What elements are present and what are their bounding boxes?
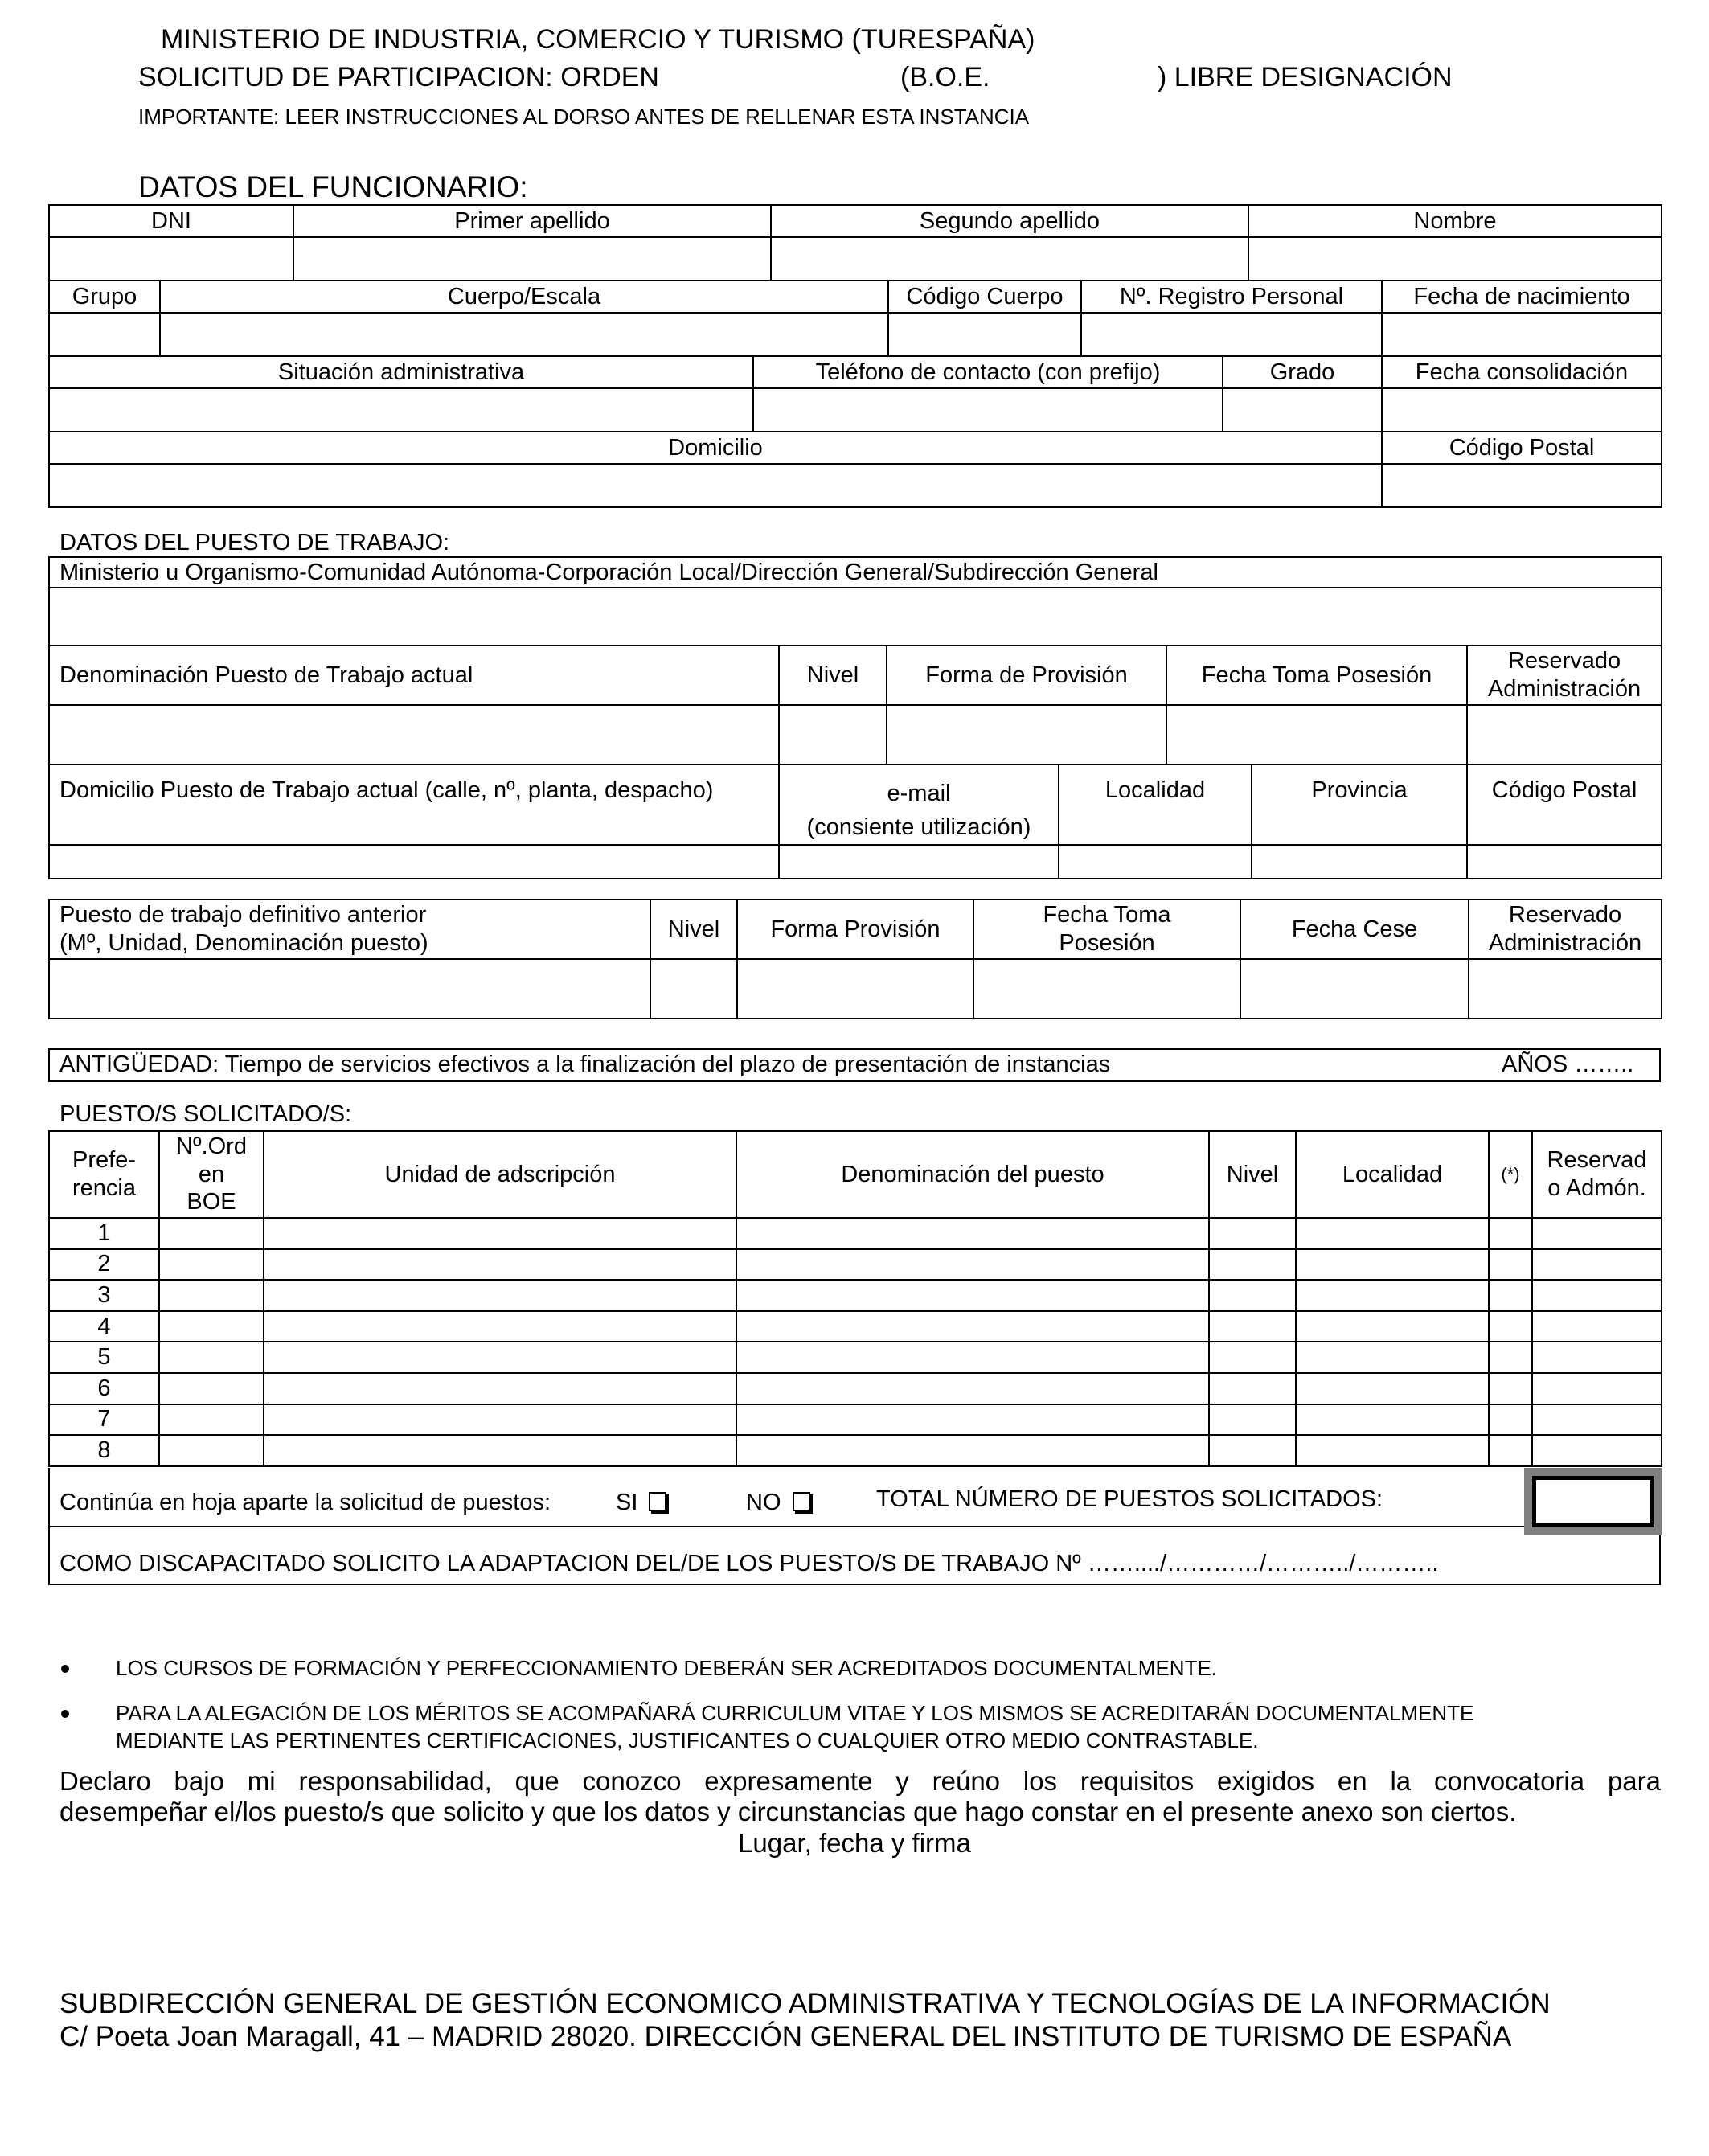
asterisk-cell[interactable] xyxy=(1489,1311,1532,1342)
unidad-cell[interactable] xyxy=(264,1280,736,1311)
anterior-fecha-toma-label-2: Posesión xyxy=(1059,930,1155,956)
localidad-cell[interactable] xyxy=(1296,1218,1489,1249)
declaro-line-1: Declaro bajo mi responsabilidad, que conozco expresamente y reúno los requisitos exigidos en la convocatoria para xyxy=(59,1766,1661,1796)
denominacion-field[interactable] xyxy=(49,705,779,764)
nivel-cell[interactable] xyxy=(1209,1249,1296,1281)
nivel-header: Nivel xyxy=(779,646,887,705)
ministerio-field[interactable] xyxy=(49,588,1662,646)
bullet-icon xyxy=(61,1710,69,1718)
unidad-cell[interactable] xyxy=(264,1249,736,1281)
funcionario-table-2 xyxy=(48,280,1662,357)
codigo-postal-header: Código Postal xyxy=(1382,432,1662,464)
norden-cell[interactable] xyxy=(159,1435,264,1466)
reservado-cell xyxy=(1532,1342,1662,1373)
reservado-label-1: Reservado xyxy=(1507,648,1621,674)
unidad-cell[interactable] xyxy=(264,1342,736,1373)
nivel-cell[interactable] xyxy=(1209,1280,1296,1311)
reservado-cell xyxy=(1532,1280,1662,1311)
localidad-cell[interactable] xyxy=(1296,1249,1489,1281)
denominacion-cell[interactable] xyxy=(736,1311,1209,1342)
nivel-cell[interactable] xyxy=(1209,1342,1296,1373)
localidad-cell[interactable] xyxy=(1296,1404,1489,1436)
email-label-1: e-mail xyxy=(887,781,951,806)
si-checkbox[interactable] xyxy=(649,1492,666,1511)
total-label: TOTAL NÚMERO DE PUESTOS SOLICITADOS: xyxy=(876,1486,1383,1512)
solicitado-row xyxy=(49,1249,1662,1281)
nivel-cell[interactable] xyxy=(1209,1435,1296,1466)
preferencia-label-2: rencia xyxy=(72,1175,136,1201)
denominacion-cell[interactable] xyxy=(736,1218,1209,1249)
preferencia-number: 7 xyxy=(49,1404,159,1436)
anterior-table xyxy=(48,899,1662,1019)
codigo-cuerpo-field[interactable] xyxy=(888,313,1081,356)
denominacion-cell[interactable] xyxy=(736,1249,1209,1281)
solicitud-label: SOLICITUD DE PARTICIPACION: ORDEN xyxy=(138,62,659,92)
datos-funcionario-title: DATOS DEL FUNCIONARIO: xyxy=(138,170,528,203)
denominacion-cell[interactable] xyxy=(736,1342,1209,1373)
norden-label-1: Nº.Ord xyxy=(176,1133,247,1159)
continua-text: Continúa en hoja aparte la solicitud de puestos: xyxy=(59,1490,551,1515)
forma-provision-field[interactable] xyxy=(887,705,1166,764)
localidad-cell[interactable] xyxy=(1296,1280,1489,1311)
reservad-header xyxy=(1532,1131,1662,1218)
reservado-cell xyxy=(1532,1404,1662,1436)
solicitado-row xyxy=(49,1435,1662,1466)
nivel-cell[interactable] xyxy=(1209,1404,1296,1436)
anterior-puesto-header xyxy=(49,900,650,959)
puesto-table-3 xyxy=(48,764,1662,879)
denominacion-cell[interactable] xyxy=(736,1435,1209,1466)
reservado-cell xyxy=(1532,1373,1662,1404)
reservado-cell xyxy=(1532,1311,1662,1342)
reservado-label-2: Administración xyxy=(1487,676,1641,702)
provincia-header: Provincia xyxy=(1252,764,1467,845)
funcionario-table xyxy=(48,204,1662,281)
anterior-fecha-toma-field[interactable] xyxy=(973,959,1240,1019)
norden-cell[interactable] xyxy=(159,1218,264,1249)
norden-cell[interactable] xyxy=(159,1280,264,1311)
email-field[interactable] xyxy=(779,845,1059,879)
unidad-cell[interactable] xyxy=(264,1311,736,1342)
cuerpo-escala-header: Cuerpo/Escala xyxy=(160,281,888,313)
funcionario-table-4 xyxy=(48,431,1662,508)
no-checkbox[interactable] xyxy=(793,1492,810,1511)
anterior-reservado-label-1: Reservado xyxy=(1508,902,1622,928)
domicilio-field[interactable] xyxy=(49,464,1382,507)
anterior-puesto-field[interactable] xyxy=(49,959,650,1019)
primer-apellido-field[interactable] xyxy=(293,237,771,281)
funcionario-table-3 xyxy=(48,355,1662,432)
norden-cell[interactable] xyxy=(159,1249,264,1281)
antiguedad-anos[interactable]: AÑOS …….. xyxy=(1502,1051,1634,1077)
antiguedad-text: ANTIGÜEDAD: Tiempo de servicios efectivos a la finalización del plazo de presentación de instancias xyxy=(59,1051,1111,1077)
puestos-solicitados-title: PUESTO/S SOLICITADO/S: xyxy=(59,1101,352,1127)
puesto-table xyxy=(48,556,1662,646)
grado-field[interactable] xyxy=(1223,388,1382,432)
unidad-cell[interactable] xyxy=(264,1218,736,1249)
no-label: NO xyxy=(746,1490,781,1515)
preferencia-label-1: Prefe- xyxy=(72,1147,136,1174)
localidad-cell[interactable] xyxy=(1296,1342,1489,1373)
grado-header: Grado xyxy=(1223,356,1382,388)
reservad-label-2: o Admón. xyxy=(1547,1175,1646,1201)
asterisk-cell[interactable] xyxy=(1489,1218,1532,1249)
segundo-apellido-header: Segundo apellido xyxy=(771,205,1248,237)
nivel-cell[interactable] xyxy=(1209,1311,1296,1342)
asterisk-cell[interactable] xyxy=(1489,1280,1532,1311)
situacion-field[interactable] xyxy=(49,388,753,432)
norden-cell[interactable] xyxy=(159,1404,264,1436)
nivel-cell[interactable] xyxy=(1209,1373,1296,1404)
reservado-cell xyxy=(1532,1435,1662,1466)
anterior-fecha-cese-header: Fecha Cese xyxy=(1240,900,1469,959)
localidad-cell[interactable] xyxy=(1296,1435,1489,1466)
grupo-header: Grupo xyxy=(49,281,160,313)
provincia-field[interactable] xyxy=(1252,845,1467,879)
codigo-cuerpo-header: Código Cuerpo xyxy=(888,281,1081,313)
solicitados-table xyxy=(48,1130,1662,1467)
total-number-field[interactable] xyxy=(1532,1476,1654,1527)
preferencia-number: 1 xyxy=(49,1218,159,1249)
no-option[interactable] xyxy=(746,1491,810,1515)
solicitado-row xyxy=(49,1218,1662,1249)
norden-label-2: en xyxy=(198,1161,225,1187)
domicilio-puesto-header: Domicilio Puesto de Trabajo actual (calle, nº, planta, despacho) xyxy=(49,764,779,845)
anterior-reservado-label-2: Administración xyxy=(1488,930,1642,956)
si-option[interactable] xyxy=(616,1491,666,1515)
unidad-cell[interactable] xyxy=(264,1404,736,1436)
dni-field[interactable] xyxy=(49,237,293,281)
forma-provision-header: Forma de Provisión xyxy=(887,646,1166,705)
solicitado-row xyxy=(49,1280,1662,1311)
si-label: SI xyxy=(616,1490,638,1515)
norden-cell[interactable] xyxy=(159,1311,264,1342)
codigo-postal-puesto-header: Código Postal xyxy=(1467,764,1662,845)
reservado-cell xyxy=(1532,1249,1662,1281)
discapacitado-text: COMO DISCAPACITADO SOLICITO LA ADAPTACION DEL/DE LOS PUESTO/S DE TRABAJO Nº ……..../…………/………../……….. xyxy=(59,1551,1439,1576)
cursos-note: LOS CURSOS DE FORMACIÓN Y PERFECCIONAMIENTO DEBERÁN SER ACREDITADOS DOCUMENTALMENTE. xyxy=(116,1656,1218,1680)
localidad-header: Localidad xyxy=(1059,764,1252,845)
domicilio-header: Domicilio xyxy=(49,432,1382,464)
libre-designacion-label: ) LIBRE DESIGNACIÓN xyxy=(1158,62,1453,92)
fecha-consolidacion-field[interactable] xyxy=(1382,388,1662,432)
primer-apellido-header: Primer apellido xyxy=(293,205,771,237)
localidad-cell[interactable] xyxy=(1296,1373,1489,1404)
registro-personal-field[interactable] xyxy=(1081,313,1382,356)
anterior-fecha-toma-label-1: Fecha Toma xyxy=(1043,902,1171,928)
solicitado-row xyxy=(49,1311,1662,1342)
reservado-header xyxy=(1467,646,1662,705)
denominacion-cell[interactable] xyxy=(736,1280,1209,1311)
nombre-field[interactable] xyxy=(1248,237,1662,281)
solicitado-row xyxy=(49,1342,1662,1373)
preferencia-number: 6 xyxy=(49,1373,159,1404)
ministerio-header: Ministerio u Organismo-Comunidad Autónoma-Corporación Local/Dirección General/Subdirección General xyxy=(49,557,1662,588)
fecha-nacimiento-header: Fecha de nacimiento xyxy=(1382,281,1662,313)
email-header xyxy=(779,764,1059,845)
denominacion-cell[interactable] xyxy=(736,1373,1209,1404)
solicitado-row xyxy=(49,1404,1662,1436)
preferencia-number: 3 xyxy=(49,1280,159,1311)
codigo-postal-puesto-field[interactable] xyxy=(1467,845,1662,879)
norden-header xyxy=(159,1131,264,1218)
anterior-forma-header: Forma Provisión xyxy=(737,900,973,959)
domicilio-puesto-field[interactable] xyxy=(49,845,779,879)
grupo-field[interactable] xyxy=(49,313,160,356)
declaro-line-2: desempeñar el/los puesto/s que solicito y que los datos y circunstancias que hago constar en el presente anexo son ciertos. xyxy=(59,1797,1517,1826)
telefono-header: Teléfono de contacto (con prefijo) xyxy=(753,356,1223,388)
asterisk-header: (*) xyxy=(1489,1131,1532,1218)
anterior-fecha-cese-field[interactable] xyxy=(1240,959,1469,1019)
segundo-apellido-field[interactable] xyxy=(771,237,1248,281)
situacion-header: Situación administrativa xyxy=(49,356,753,388)
fecha-toma-header: Fecha Toma Posesión xyxy=(1166,646,1467,705)
telefono-field[interactable] xyxy=(753,388,1223,432)
preferencia-number: 4 xyxy=(49,1311,159,1342)
unidad-cell[interactable] xyxy=(264,1435,736,1466)
preferencia-header xyxy=(49,1131,159,1218)
norden-cell[interactable] xyxy=(159,1342,264,1373)
preferencia-number: 2 xyxy=(49,1249,159,1281)
dni-header: DNI xyxy=(49,205,293,237)
sol-localidad-header: Localidad xyxy=(1296,1131,1489,1218)
email-label-2: (consiente utilización) xyxy=(806,814,1031,841)
codigo-postal-field[interactable] xyxy=(1382,464,1662,507)
sol-nivel-header: Nivel xyxy=(1209,1131,1296,1218)
preferencia-number: 8 xyxy=(49,1435,159,1466)
importante-note: IMPORTANTE: LEER INSTRUCCIONES AL DORSO ANTES DE RELLENAR ESTA INSTANCIA xyxy=(138,105,1030,129)
norden-cell[interactable] xyxy=(159,1373,264,1404)
localidad-field[interactable] xyxy=(1059,845,1252,879)
preferencia-number: 5 xyxy=(49,1342,159,1373)
reservado-field xyxy=(1467,705,1662,764)
ministry-title: MINISTERIO DE INDUSTRIA, COMERCIO Y TURISMO (TURESPAÑA) xyxy=(161,24,1035,55)
asterisk-cell[interactable] xyxy=(1489,1373,1532,1404)
boe-label: (B.O.E. xyxy=(900,62,990,92)
meritos-note-1: PARA LA ALEGACIÓN DE LOS MÉRITOS SE ACOMPAÑARÁ CURRICULUM VITAE Y LOS MISMOS SE ACREDITARÁN DOCUMENTALMENTE xyxy=(116,1701,1474,1725)
continua-divider xyxy=(48,1526,1534,1527)
footer-line-1: SUBDIRECCIÓN GENERAL DE GESTIÓN ECONOMICO ADMINISTRATIVA Y TECNOLOGÍAS DE LA INFORMACIÓN xyxy=(59,1988,1551,2019)
fecha-nacimiento-field[interactable] xyxy=(1382,313,1662,356)
unidad-header: Unidad de adscripción xyxy=(264,1131,736,1218)
anterior-nivel-header: Nivel xyxy=(650,900,737,959)
total-box-frame xyxy=(1524,1468,1662,1535)
denominacion-cell[interactable] xyxy=(736,1404,1209,1436)
footer-line-2: C/ Poeta Joan Maragall, 41 – MADRID 28020. DIRECCIÓN GENERAL DEL INSTITUTO DE TURISMO DE ESPAÑA xyxy=(59,2021,1512,2052)
asterisk-cell[interactable] xyxy=(1489,1342,1532,1373)
anterior-nivel-field[interactable] xyxy=(650,959,737,1019)
asterisk-cell[interactable] xyxy=(1489,1435,1532,1466)
fecha-toma-field[interactable] xyxy=(1166,705,1467,764)
meritos-note-2: MEDIANTE LAS PERTINENTES CERTIFICACIONES, JUSTIFICANTES O CUALQUIER OTRO MEDIO CONTRASTABLE. xyxy=(116,1728,1259,1752)
asterisk-cell[interactable] xyxy=(1489,1249,1532,1281)
firma-label: Lugar, fecha y firma xyxy=(738,1828,971,1858)
nombre-header: Nombre xyxy=(1248,205,1662,237)
asterisk-cell[interactable] xyxy=(1489,1404,1532,1436)
bullet-icon xyxy=(61,1665,69,1673)
puesto-table-2 xyxy=(48,645,1662,765)
fecha-consolidacion-header: Fecha consolidación xyxy=(1382,356,1662,388)
anterior-reservado-header xyxy=(1469,900,1662,959)
denominacion-header: Denominación Puesto de Trabajo actual xyxy=(49,646,779,705)
nivel-field[interactable] xyxy=(779,705,887,764)
unidad-cell[interactable] xyxy=(264,1373,736,1404)
reservad-label-1: Reservad xyxy=(1547,1147,1647,1174)
anterior-forma-field[interactable] xyxy=(737,959,973,1019)
reservado-cell xyxy=(1532,1218,1662,1249)
anterior-reservado-field xyxy=(1469,959,1662,1019)
cuerpo-escala-field[interactable] xyxy=(160,313,888,356)
registro-personal-header: Nº. Registro Personal xyxy=(1081,281,1382,313)
localidad-cell[interactable] xyxy=(1296,1311,1489,1342)
anterior-puesto-label-2: (Mº, Unidad, Denominación puesto) xyxy=(59,930,428,956)
norden-label-3: BOE xyxy=(186,1189,236,1215)
anterior-puesto-label-1: Puesto de trabajo definitivo anterior xyxy=(59,902,427,928)
denominacion-puesto-header: Denominación del puesto xyxy=(736,1131,1209,1218)
datos-puesto-title: DATOS DEL PUESTO DE TRABAJO: xyxy=(59,530,450,555)
nivel-cell[interactable] xyxy=(1209,1218,1296,1249)
anterior-fecha-toma-header xyxy=(973,900,1240,959)
solicitado-row xyxy=(49,1373,1662,1404)
